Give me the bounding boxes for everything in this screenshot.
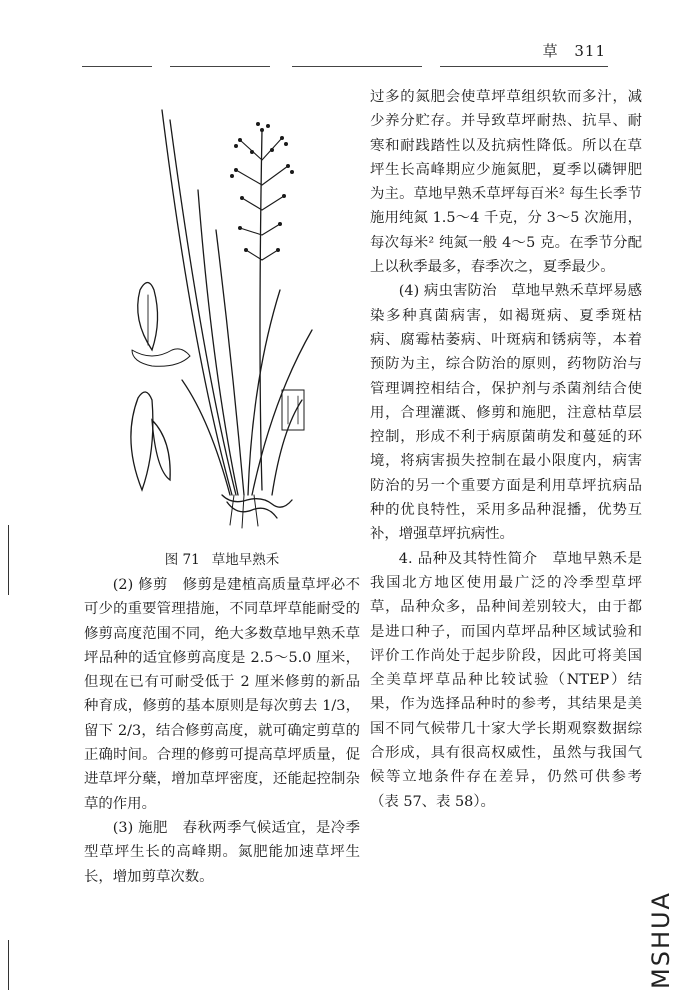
header-rule [440,66,608,67]
scan-margin-line [8,525,9,595]
figure-caption [112,548,332,568]
left-column [84,573,360,889]
paragraph-continuation: 过多的氮肥会使草坪草组织软而多汁，减少养分贮存。并导致草坪耐热、抗旱、耐寒和耐践踏性以及抗病性降低。所以在草坪生长高峰期应少施氮肥，夏季以磷钾肥为主。草地早熟禾草坪每百米² 每生长季节施用纯氮 1.5～4 千克，分 3～5 次施用，每次每米² 纯氮一般 4～5 克。在季节分配上以秋季最多，春季次之，夏季最少。 [370,89,642,276]
header-rule [292,66,422,67]
page-number: 311 [574,42,606,60]
right-column [370,85,642,814]
paragraph-varieties: 4. 品种及其特性简介 草地早熟禾是我国北方地区使用最广泛的冷季型草坪草，品种众多，品种间差别较大，由于都是进口种子，而国内草坪品种区域试验和评价工作尚处于起步阶段，因此可将美国全美草坪草品种比较试验（NTEP）结果，作为选择品种时的参考，其结果是美国不同气候带几十家大学长期观察数据综合形成，具有很高权威性，虽然与我国气候等立地条件存在差异，仍然可供参考（表 57、表 58）。 [370,550,642,810]
watermark [646,885,676,995]
paragraph-pest-control: (4) 病虫害防治 草地早熟禾草坪易感染多种真菌病害，如褐斑病、夏季斑枯病、腐霉枯萎病、叶斑病和锈病等，本着预防为主，综合防治的原则，药物防治与管理调控相结合，保护剂与杀菌剂结合使用，合理灌溉、修剪和施肥，注意枯草层控制，形成不利于病原菌萌发和蔓延的环境，将病害损失控制在最小限度内，病害防治的另一个重要方面是利用草坪抗病品种的优良特性，采用多品种混播，优势互补，增强草坪抗病性。 [370,283,642,543]
grass-illustration [112,100,332,530]
running-header [543,40,606,61]
figure-number: 图 71 [164,552,200,568]
watermark-text: MSHUA [647,891,676,989]
header-section: 草 [542,42,559,60]
paragraph-pruning: (2) 修剪 修剪是建植高质量草坪必不可少的重要管理措施，不同草坪草能耐受的修剪高度范围不同，绝大多数草地早熟禾草坪品种的适宜修剪高度是 2.5～5.0 厘米，但现在已有可耐受低于 2 厘米修剪的新品种育成，修剪的基本原则是每次剪去 1/3，留下 2/3，结合修剪高度，就可确定剪草的正确时间。合理的修剪可提高草坪质量，促进草坪分蘖，增加草坪密度，还能起控制杂草的作用。 [84,577,360,812]
scan-margin-line [8,940,9,990]
header-rule [82,66,152,67]
header-rule [170,66,270,67]
paragraph-fertilizing: (3) 施肥 春秋两季气候适宜，是冷季型草坪生长的高峰期。氮肥能加速草坪生长，增加剪草次数。 [84,819,360,885]
figure-title: 草地早熟禾 [211,552,280,568]
